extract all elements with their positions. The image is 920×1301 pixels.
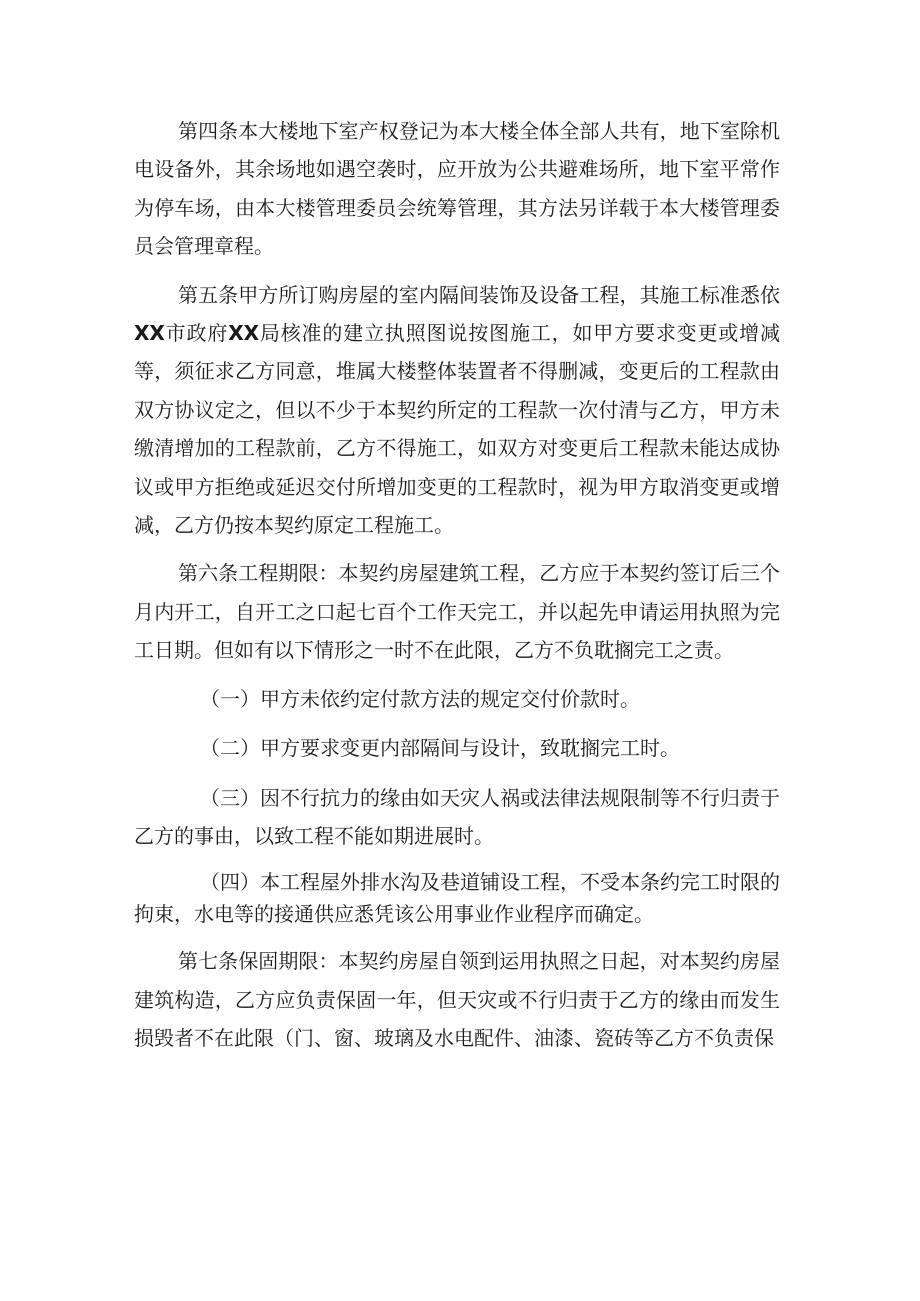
article-7-paragraph: 第七条保固期限：本契约房屋自领到运用执照之日起，对本契约房屋建筑构造，乙方应负责保固一年，但天灾或不行归责于乙方的缘由而发生损毁者不在此限（门、窗、玻璃及水电配件、油漆、瓷砖等乙方不负责保 <box>134 949 780 1051</box>
article-4-paragraph: 第四条本大楼地下室产权登记为本大楼全体全部人共有，地下室除机电设备外，其余场地如遇空袭时，应开放为公共避难场所，地下室平常作为停车场，由本大楼管理委员会统筹管理，其方法另详载于本大楼管理委员会管理章程。 <box>134 119 780 259</box>
document-body <box>134 112 780 1068</box>
article-5-lead: 第五条甲方所订购房屋的室内隔间装饰及设备工程，其施工标准悉依 <box>178 282 780 307</box>
article-6-paragraph: 第六条工程期限：本契约房屋建筑工程，乙方应于本契约签订后三个月内开工，自开工之口起七百个工作天完工，并以起先申请运用执照为完工日期。但如有以下情形之一时不在此限，乙方不负耽搁完工之责。 <box>134 561 780 663</box>
article-6-item-3: （三）因不行抗力的缘由如天灾人祸或法律法规限制等不行归责于乙方的事由，以致工程不能如期进展时。 <box>134 785 780 848</box>
article-5-city-government: 市政府 <box>164 321 229 346</box>
article-6-item-1: （一）甲方未依约定付款方法的规定交付价款时。 <box>200 686 640 711</box>
article-6-item-2: （二）甲方要求变更内部隔间与设计，致耽搁完工时。 <box>200 736 680 761</box>
article-6-item-4: （四）本工程屋外排水沟及巷道铺设工程，不受本条约完工时限的拘束，水电等的接通供应悉凭该公用事业作业程序而确定。 <box>134 870 780 927</box>
article-5-placeholder-bureau: XX <box>228 321 260 346</box>
article-5-placeholder-city: XX <box>134 321 165 346</box>
article-5-paragraph <box>134 276 780 545</box>
article-5-rest: 局核准的建立执照图说按图施工，如甲方要求变更或增减等，须征求乙方同意，堆属大楼整体装置者不得删减，变更后的工程款由双方协议定之，但以不少于本契约所定的工程款一次付清与乙方，甲方未缴清增加的工程款前，乙方不得施工，如双方对变更后工程款未能达成协议或甲方拒绝或延迟交付所增加变更的工程款时，视为甲方取消变更或增减，乙方仍按本契约原定工程施工。 <box>134 321 781 538</box>
